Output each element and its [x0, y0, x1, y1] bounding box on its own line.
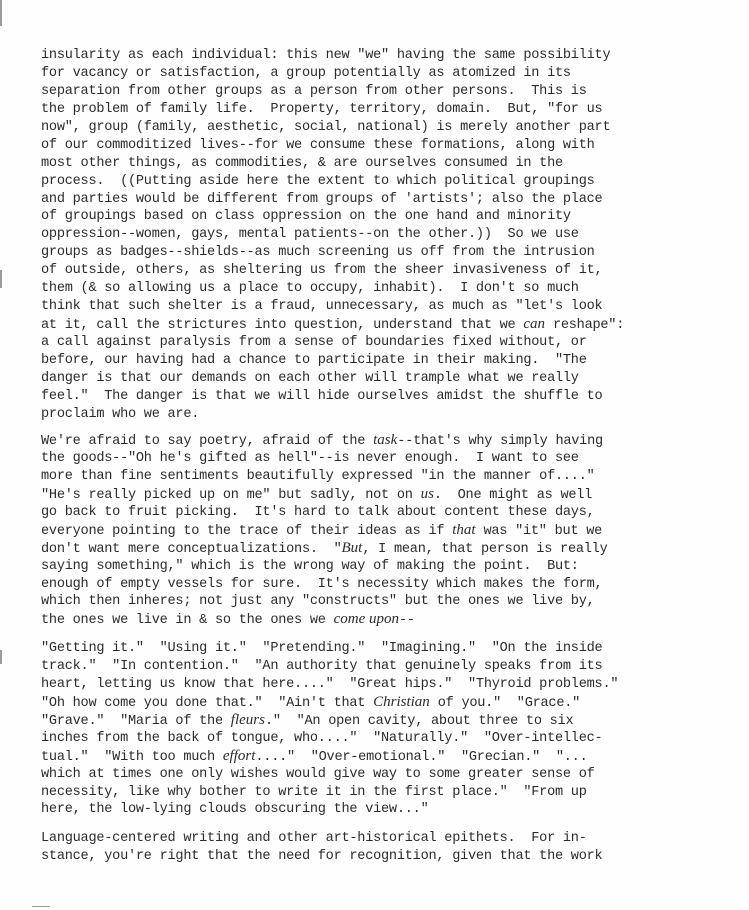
text-run: ...." "Over-emotional." "Grecian." "... [255, 749, 588, 765]
text-line [41, 676, 741, 694]
italic-phrase: Christian [373, 693, 430, 710]
text-line [41, 730, 741, 748]
text-run: don't want mere conceptualizations. " [41, 541, 342, 557]
text-line [41, 766, 741, 784]
text-run: . One might as well [433, 487, 593, 503]
text-run: necessity, like why bother to write it in the first place." "From up [41, 784, 587, 800]
text-run: ." "An open cavity, about three to six [264, 713, 574, 729]
text-run: inches from the back of tongue, who...." "Naturally." "Over-intellec- [41, 730, 603, 746]
text-run: track." "In contention." "An authority that genuinely speaks from its [41, 658, 603, 674]
text-run: Language-centered writing and other art-historical epithets. For in- [41, 831, 587, 846]
text-run: -- [399, 613, 415, 629]
text-line [41, 486, 741, 504]
text-line [41, 316, 741, 334]
text-run: most other things, as commodities, & are ourselves consumed in the [41, 155, 563, 171]
text-line [41, 47, 741, 65]
text-line [41, 119, 741, 137]
text-line [41, 784, 741, 802]
text-line [41, 280, 741, 298]
text-run: of you." "Grace." [429, 695, 581, 711]
text-line [41, 298, 741, 316]
text-run: stance, you're right that the need for recognition, given that the work [41, 848, 603, 864]
text-run: which then inheres; not just any "constructs" but the ones we live by, [41, 594, 595, 610]
paragraph-quotations [41, 640, 741, 819]
text-line [41, 830, 741, 848]
text-line [41, 504, 741, 522]
text-run: think that such shelter is a fraud, unnecessary, as much as "let's look [41, 299, 603, 315]
text-run: separation from other groups as a person from other persons. This is [41, 83, 587, 99]
text-run: tual." "With too much [41, 749, 223, 765]
text-line [41, 191, 741, 209]
text-line [41, 611, 741, 629]
text-run: process. ((Putting aside here the extent to which political groupings [41, 173, 595, 189]
text-run: before, our having had a chance to participate in their making. "The [41, 352, 587, 368]
text-run: "Getting it." "Using it." "Pretending." "Imagining." "On the inside [41, 641, 603, 656]
text-line [41, 65, 741, 83]
italic-phrase: But [341, 539, 363, 556]
text-run: "Grave." "Maria of the [41, 713, 231, 729]
text-line [41, 522, 741, 540]
text-run: at it, call the strictures into question, understand that we [41, 318, 524, 334]
text-line [41, 173, 741, 191]
text-line [41, 801, 741, 819]
text-run: go back to fruit picking. It's hard to talk about content these days, [41, 504, 595, 520]
text-run: the ones we live in & so the ones we [41, 613, 334, 629]
text-line [41, 848, 741, 866]
paragraph-insularity [41, 47, 741, 424]
text-run: here, the low-lying clouds obscuring the view..." [41, 802, 429, 818]
text-line [41, 352, 741, 370]
text-line [41, 101, 741, 119]
text-run: which at times one only wishes would give way to some greater sense of [41, 766, 595, 782]
text-line [41, 712, 741, 730]
bottom-edge-mark [32, 906, 50, 907]
text-run: was "it" but we [475, 523, 603, 539]
text-run: for vacancy or satisfaction, a group potentially as atomized in its [41, 65, 571, 81]
text-run: more than fine sentiments beautifully expressed "in the manner of...." [41, 468, 595, 484]
text-run: proclaim who we are. [41, 406, 200, 422]
text-run: feel." The danger is that we will hide ourselves amidst the shuffle to [41, 388, 603, 404]
text-line [41, 468, 741, 486]
text-line [41, 640, 741, 658]
text-line [41, 334, 741, 352]
left-edge-mark-top [0, 0, 2, 26]
text-run: We're afraid to say poetry, afraid of the [41, 434, 374, 449]
text-run: now", group (family, aesthetic, social, national) is merely another part [41, 119, 611, 135]
text-line [41, 137, 741, 155]
text-run: them (& so allowing us a place to occupy, inhabit). I don't so much [41, 281, 579, 297]
text-run: , I mean, that person is really [362, 541, 608, 557]
text-run: "He's really picked up on me" but sadly, not on [41, 487, 421, 503]
text-line [41, 155, 741, 173]
italic-phrase: come upon [333, 611, 399, 628]
text-run: "Oh how come you done that." "Ain't that [41, 695, 374, 711]
text-line [41, 406, 741, 424]
text-line [41, 208, 741, 226]
text-line [41, 83, 741, 101]
left-edge-mark-middle [0, 270, 2, 288]
text-line [41, 262, 741, 280]
text-line [41, 388, 741, 406]
text-run: danger is that our demands on each other will trample what we really [41, 370, 579, 386]
text-run: oppression--women, gays, mental patients--on the other.)) So we use [41, 227, 579, 243]
text-line [41, 576, 741, 594]
text-run: insularity as each individual: this new "we" having the same possibility [41, 48, 611, 63]
text-line [41, 226, 741, 244]
paragraph-afraid-to-say-poetry [41, 432, 741, 629]
text-run: everyone pointing to the trace of their ideas as if [41, 523, 453, 539]
text-run: of outside, others, as sheltering us from the sheer invasiveness of it, [41, 263, 603, 279]
italic-phrase: that [452, 521, 476, 538]
text-line [41, 450, 741, 468]
text-run: heart, letting us know that here...." "Great hips." "Thyroid problems." [41, 676, 619, 692]
italic-phrase: us [420, 485, 434, 502]
text-run: of our commoditized lives--for we consume these formations, along with [41, 137, 595, 153]
text-run: and parties would be different from groups of 'artists'; also the place [41, 191, 603, 207]
paragraph-language-centered [41, 830, 741, 866]
text-run: groups as badges--shields--as much screening us off from the intrusion [41, 245, 595, 261]
text-line [41, 658, 741, 676]
text-run: of groupings based on class oppression on the one hand and minority [41, 209, 571, 225]
italic-phrase: can [523, 316, 546, 333]
text-run: saying something," which is the wrong way of making the point. But: [41, 558, 579, 574]
text-line [41, 370, 741, 388]
text-line [41, 432, 741, 450]
italic-phrase: task [373, 432, 398, 448]
text-run: the problem of family life. Property, territory, domain. But, "for us [41, 101, 603, 117]
text-run: the goods--"Oh he's gifted as hell"--is never enough. I want to see [41, 450, 579, 466]
italic-phrase: effort [222, 747, 256, 764]
text-run: a call against paralysis from a sense of boundaries fixed without, or [41, 335, 587, 350]
text-line [41, 558, 741, 576]
text-line [41, 540, 741, 558]
text-line [41, 748, 741, 766]
text-run: enough of empty vessels for sure. It's necessity which makes the form, [41, 576, 603, 592]
text-line [41, 694, 741, 712]
italic-phrase: fleurs [230, 711, 265, 728]
text-run: reshape": [545, 318, 625, 334]
text-line [41, 593, 741, 611]
left-edge-mark-lower [0, 650, 2, 664]
text-line [41, 244, 741, 262]
text-run: --that's why simply having [397, 434, 603, 449]
